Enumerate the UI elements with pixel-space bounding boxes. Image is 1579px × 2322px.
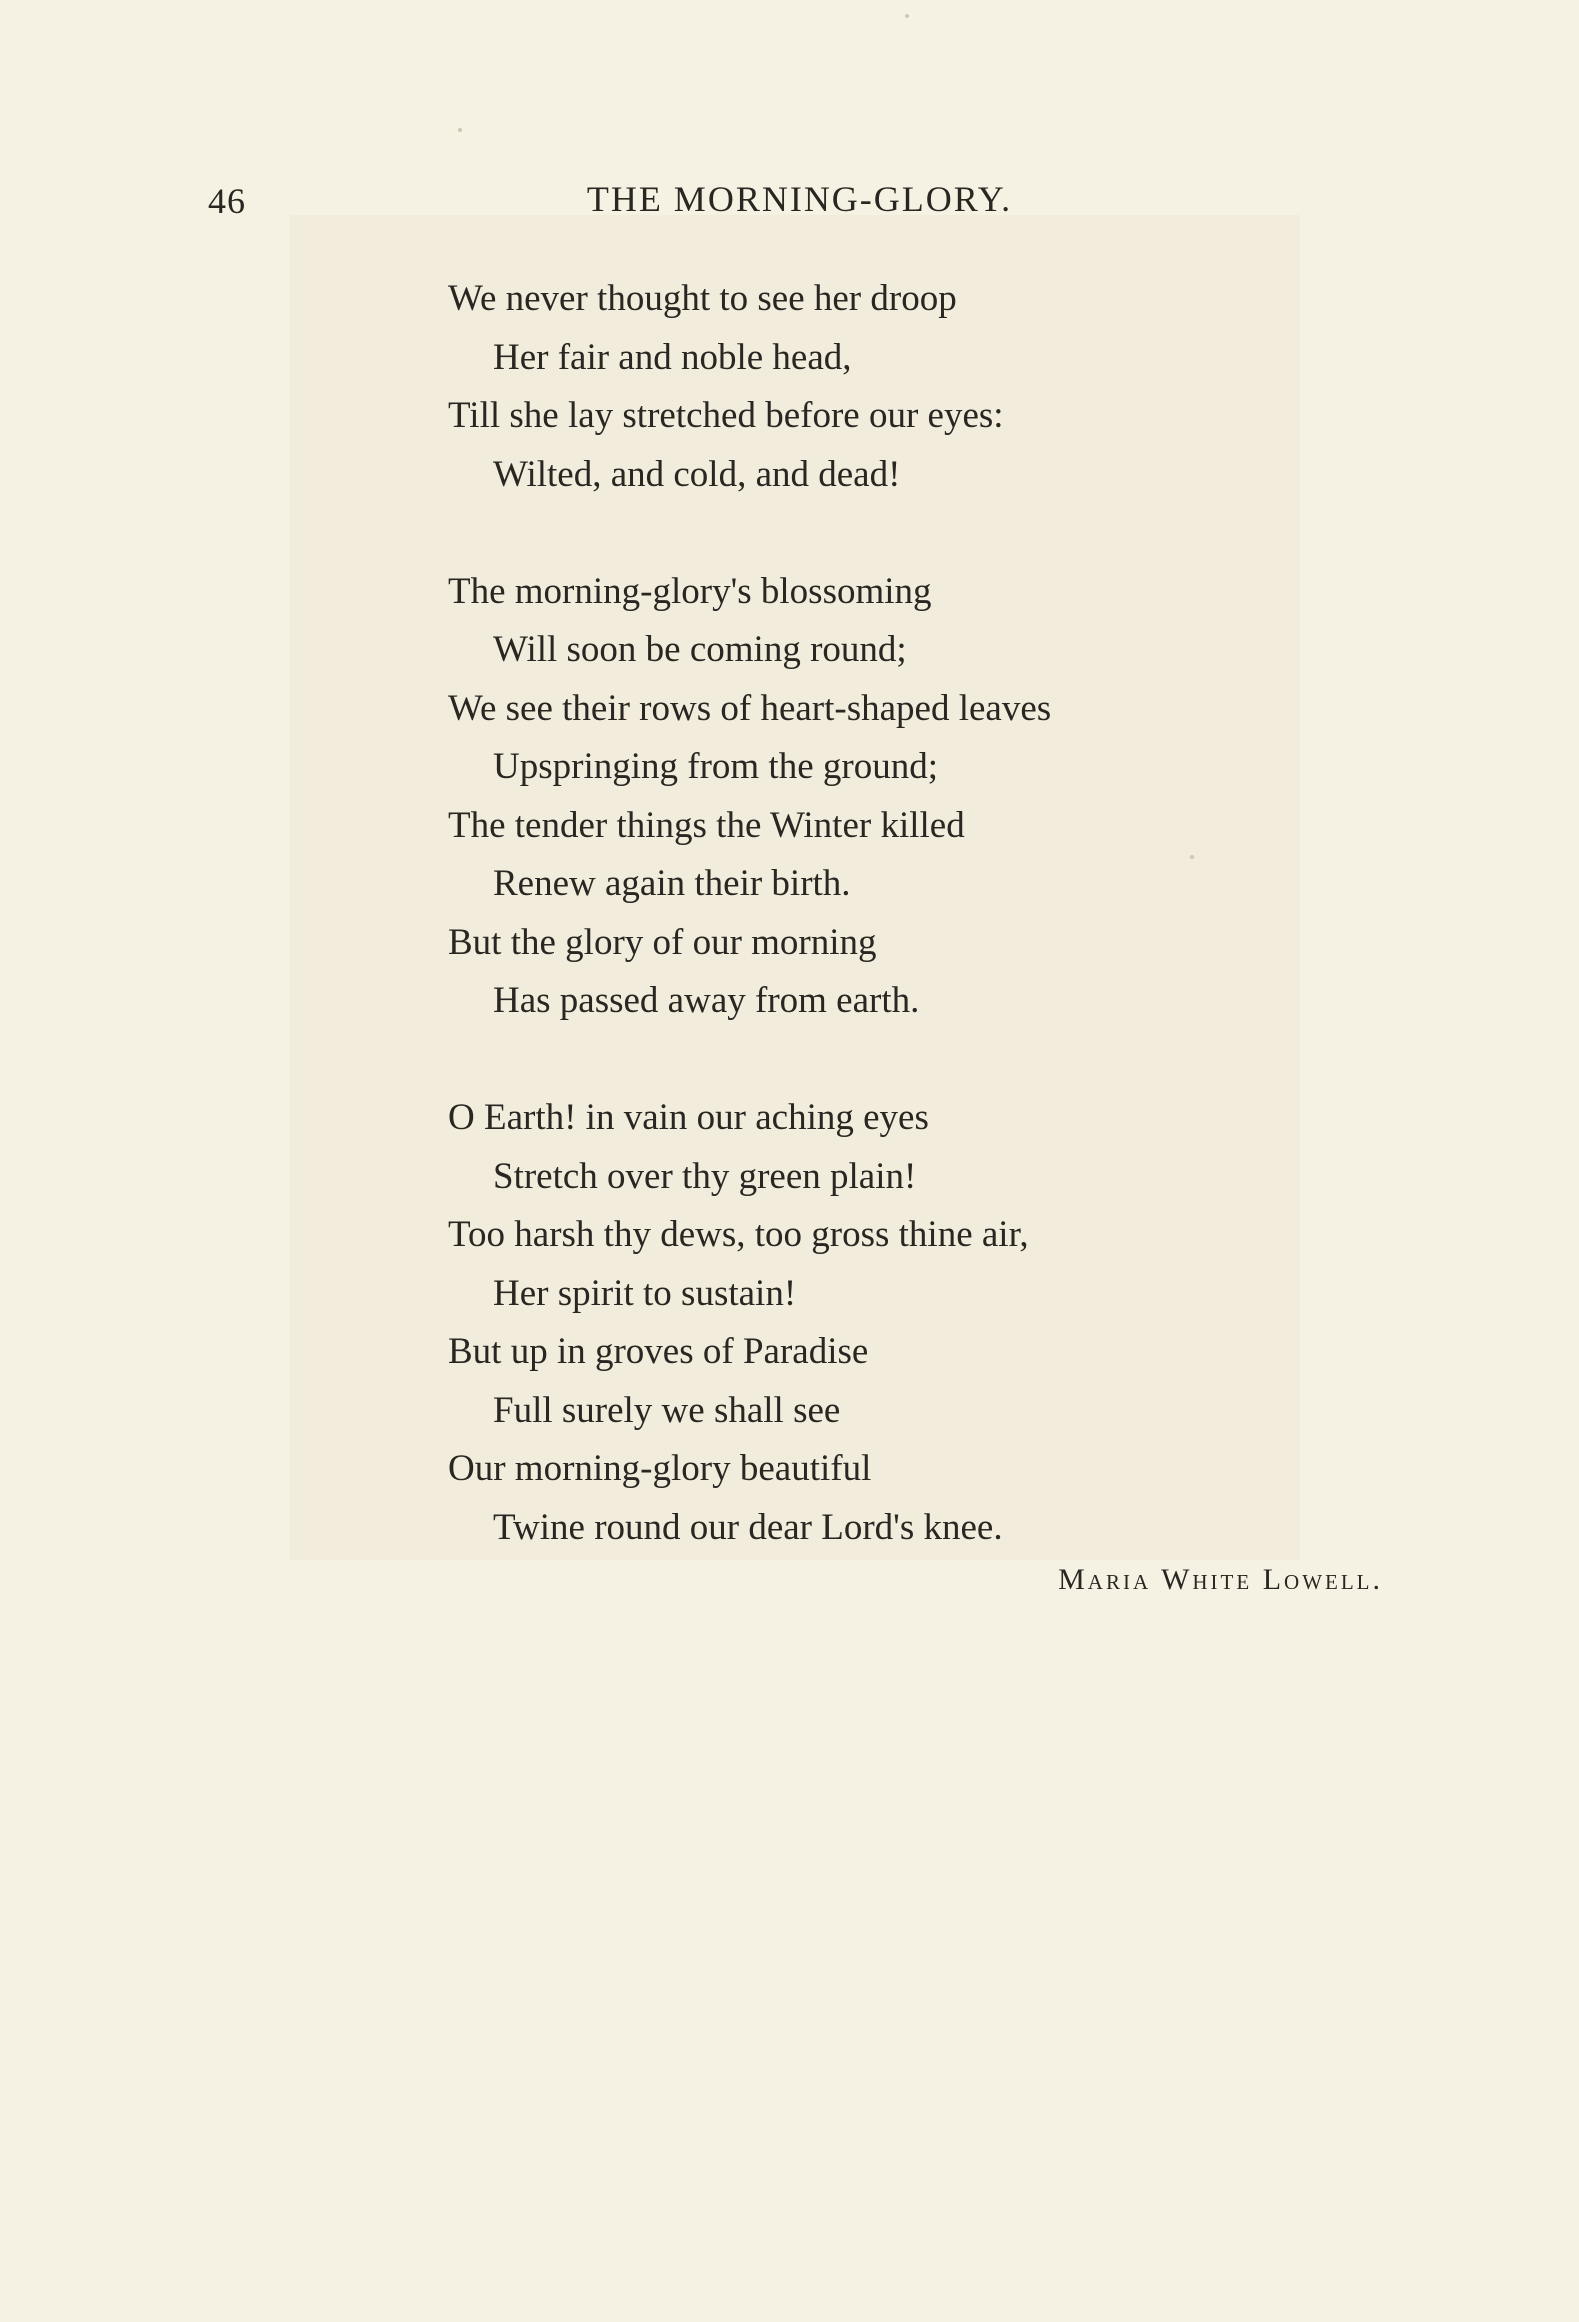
poem-line: Her spirit to sustain!: [493, 1272, 797, 1314]
paper-speck: [905, 14, 909, 18]
poem-line: Twine round our dear Lord's knee.: [493, 1506, 1003, 1548]
poem-line: Will soon be coming round;: [493, 629, 907, 670]
poem-body: [448, 270, 1051, 1557]
stanza: [448, 563, 1051, 1031]
poem-line: The tender things the Winter killed: [448, 804, 965, 846]
poem-line: O Earth! in vain our aching eyes: [448, 1097, 929, 1138]
poem-line: Wilted, and cold, and dead!: [493, 453, 901, 495]
poem-line: Too harsh thy dews, too gross thine air,: [448, 1214, 1029, 1255]
poem-line: Her fair and noble head,: [493, 336, 852, 378]
poem-line: Renew again their birth.: [493, 863, 851, 904]
poem-line: We never thought to see her droop: [448, 278, 957, 319]
paper-speck: [458, 128, 462, 132]
poem-line: Full surely we shall see: [493, 1389, 841, 1431]
stanza-gap: [448, 504, 1051, 563]
poem-line: But the glory of our morning: [448, 921, 877, 963]
poem-line: But up in groves of Paradise: [448, 1331, 869, 1372]
stanza: [448, 270, 1051, 504]
poem-line: The morning-glory's blossoming: [448, 570, 932, 612]
poem-line: Stretch over thy green plain!: [493, 1155, 917, 1197]
author-signature: Maria White Lowell.: [1058, 1563, 1383, 1596]
poem-line: Has passed away from earth.: [493, 980, 920, 1021]
poem-line: Till she lay stretched before our eyes:: [448, 395, 1004, 436]
poem-line: Our morning-glory beautiful: [448, 1448, 872, 1489]
poem-line: We see their rows of heart-shaped leaves: [448, 687, 1052, 729]
running-title: THE MORNING-GLORY.: [586, 179, 1013, 219]
paper-speck: [1190, 855, 1194, 859]
stanza: [448, 1089, 1051, 1557]
poem-line: Upspringing from the ground;: [493, 746, 938, 787]
stanza-gap: [448, 1031, 1051, 1090]
page-number: 46: [208, 181, 246, 221]
